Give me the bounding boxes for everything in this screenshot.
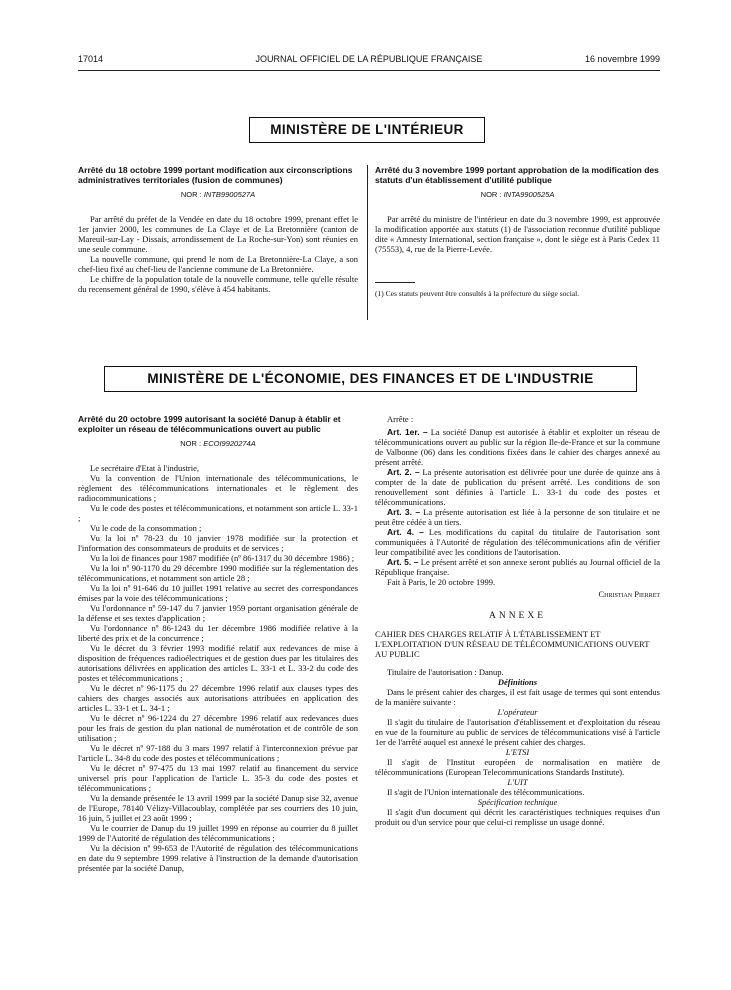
definition-term: L'opérateur [497,707,538,717]
footnote: (1) Ces statuts peuvent être consultés à la préfecture du siège social. [375,289,580,298]
paragraph: Par arrêté du ministre de l'intérieur en date du 3 novembre 1999, est approuvée la modification apportée aux statuts (1) de l'association reconnue d'utilité publique dite « Amnesty International, section française », dont le siège est à Paris Cedex 11 (75553), 4, rue de la Pierre-Levée. [375,214,660,254]
paragraph: Par arrêté du préfet de la Vendée en date du 18 octobre 1999, prenant effet le 1er janvier 2000, les communes de La Claye et de La Bretonnière (canton de Mareuil-sur-Lay - Dissais, arrondissement de La Roche-sur-Yon) sont réunies en une seule commune. [78,214,358,254]
visa: Vu le décret du 3 février 1993 modifié relatif aux redevances de mise à disposition de fréquences radioélectriques et de gestion dues par les titulaires des autorisations délivrées en application des articles L. 33-1 et L. 33-2 du code des postes et télécommunications ; [78,643,358,683]
issue-date: 16 novembre 1999 [584,54,660,64]
visa: Vu le décret nº 97-188 du 3 mars 1997 relatif à l'interconnexion prévue par l'article L. 34-8 du code des postes et télécommunications ; [78,743,358,763]
page-header [78,44,660,71]
visa: Vu le décret nº 96-1175 du 27 décembre 1996 relatif aux clauses types des cahiers des charges associés aux autorisations attribuées en application des articles L. 33-1 et L. 34-1 ; [78,683,358,713]
visa: Vu la demande présentée le 13 avril 1999 par la société Danup sise 32, avenue de l'Europe, 78140 Vélizy-Villacoublay, complétée par ses courriers des 10 juin, 16 juin, 5 juillet et 23 août 1999 ; [78,793,358,823]
arrete-title: Arrêté du 20 octobre 1999 autorisant la société Danup à établir et exploiter un réseau de télécommunications ouvert au public [78,414,341,434]
arrete-title: Arrêté du 3 novembre 1999 portant approbation de la modification des statuts d'un établissement d'utilité publique [375,165,659,185]
definition-text: Il s'agit de l'Union internationale des télécommunications. [387,787,585,797]
nor-reference: NOR : ECOI9920274A [180,439,256,448]
titulaire: Titulaire de l'autorisation : Danup. [387,667,504,677]
definition-term: L'ETSI [505,747,530,757]
arrete-fusion-communes [78,165,358,294]
article-4: Art. 4. – Les modifications du capital du titulaire de l'autorisation sont communiquées à l'Autorité de régulation des télécommunications afin de vérifier leur compatibilité avec les conditions de l'autorisation. [375,527,660,557]
definition-text: Il s'agit de l'Institut européen de normalisation en matière de télécommunications (European Telecommunications Standards Institute). [375,757,660,777]
nor-reference: NOR : INTB9900527A [180,190,256,199]
arrete-danup-visas [78,414,358,873]
visa: Vu le décret nº 96-1224 du 27 décembre 1996 relatif aux redevances dues pour les frais de gestion du plan national de numérotation et de contrôle de son utilisation ; [78,713,358,743]
definition-text: Il s'agit du titulaire de l'autorisation d'établissement et d'exploitation du réseau en vue de la fourniture au public de services de télécommunications visé à l'article 1er de l'arrêté auquel est annexé le présent cahier des charges. [375,717,660,747]
arrete-title: Arrêté du 18 octobre 1999 portant modification aux circonscriptions administratives territoriales (fusion de communes) [78,165,353,185]
definitions-intro: Dans le présent cahier des charges, il est fait usage de termes qui sont entendus de la manière suivante : [375,687,660,707]
arrete-danup-articles [375,414,660,827]
definition-term: Spécification technique [477,797,558,807]
visa: Vu le courrier de Danup du 19 juillet 1999 en réponse au courrier du 8 juillet 1999 de l'Autorité de régulation des télécommunications ; [78,823,358,843]
visa: Vu le code de la consommation ; [90,523,202,533]
visa: Vu la convention de l'Union internationale des télécommunications, le règlement des télécommunications internationales et le règlement des radiocommunications ; [78,473,358,503]
visa: Vu la loi nº 90-1170 du 29 décembre 1990 modifiée sur la réglementation des télécommunications, et notamment son article 28 ; [78,563,358,583]
cahier-des-charges-title: CAHIER DES CHARGES RELATIF À L'ÉTABLISSEMENT ET L'EXPLOITATION D'UN RÉSEAU DE TÉLÉCOMMUNICATIONS OUVERT AU PUBLIC [375,629,650,659]
visa: Vu la décision nº 99-653 de l'Autorité de régulation des télécommunications en date du 9 septembre 1999 relative à l'instruction de la demande d'autorisation présentée par la société Danup, [78,843,358,873]
visa: Vu le décret nº 97-475 du 13 mai 1997 relatif au financement du service universel pris pour l'application de l'article L. 35-3 du code des postes et télécommunications ; [78,763,358,793]
visa: Vu la loi nº 78-23 du 10 janvier 1978 modifiée sur la protection et l'information des consommateurs de produits et de services ; [78,533,358,553]
article-2: Art. 2. – La présente autorisation est délivrée pour une durée de quinze ans à compter de la date de publication du présent arrêté. Les conditions de son renouvellement sont définies à l'article L. 33-1 du code des postes et télécommunications. [375,467,660,507]
visa: Vu l'ordonnance nº 59-147 du 7 janvier 1959 portant organisation générale de la défense et ses textes d'application ; [78,603,358,623]
ministry-economie-banner: MINISTÈRE DE L'ÉCONOMIE, DES FINANCES ET DE L'INDUSTRIE [104,366,637,392]
article-5: Art. 5. – Le présent arrêté et son annexe seront publiés au Journal officiel de la République française. [375,557,660,577]
fait-a-paris: Fait à Paris, le 20 octobre 1999. [387,577,496,587]
arrete-label: Arrête : [387,414,414,424]
page-number: 17014 [78,54,104,64]
nor-reference: NOR : INTA9900525A [480,190,555,199]
annexe-title: ANNEXE [488,611,547,621]
ministry-interieur-banner: MINISTÈRE DE L'INTÉRIEUR [249,117,485,143]
visa: Vu le code des postes et télécommunications, et notamment son article L. 33-1 ; [78,503,358,523]
visa: Vu la loi de finances pour 1987 modifiée (nº 86-1317 du 30 décembre 1986) ; [90,553,355,563]
definition-term: L'UIT [507,777,528,787]
visa: Vu la loi nº 91-646 du 10 juillet 1991 relative au secret des correspondances émises par la voie des télécommunications ; [78,583,358,603]
footnote-divider [375,282,415,283]
paragraph: La nouvelle commune, qui prend le nom de La Bretonnière-La Claye, a son chef-lieu fixé au chef-lieu de l'ancienne commune de La Bretonnière. [78,254,358,274]
definitions-heading: Définitions [497,677,538,687]
paragraph: Le chiffre de la population totale de la nouvelle commune, telle qu'elle résulte du recensement général de 1990, s'élève à 454 habitants. [78,274,358,294]
article-3: Art. 3. – La présente autorisation est liée à la personne de son titulaire et ne peut être cédée à un tiers. [375,507,660,527]
article-1: Art. 1er. – La société Danup est autorisée à établir et exploiter un réseau de télécommunications ouvert au public sur la région Ile-de-France et sur la commune de Valbonne (06) dans les conditions fixées dans le cahier des charges annexé au présent arrêté. [375,427,660,467]
signature: Christian Pierret [598,589,660,599]
column-divider [367,165,368,320]
definition-text: Il s'agit d'un document qui décrit les caractéristiques techniques requises d'un produit ou d'un service pour que celui-ci remplisse un usage donné. [375,807,660,827]
visa: Le secrétaire d'Etat à l'industrie, [90,463,200,473]
journal-title: JOURNAL OFFICIEL DE LA RÉPUBLIQUE FRANÇAISE [255,54,483,64]
arrete-statuts-amnesty [375,165,660,298]
visa: Vu l'ordonnance nº 86-1243 du 1er décembre 1986 modifiée relative à la liberté des prix et de la concurrence ; [78,623,358,643]
